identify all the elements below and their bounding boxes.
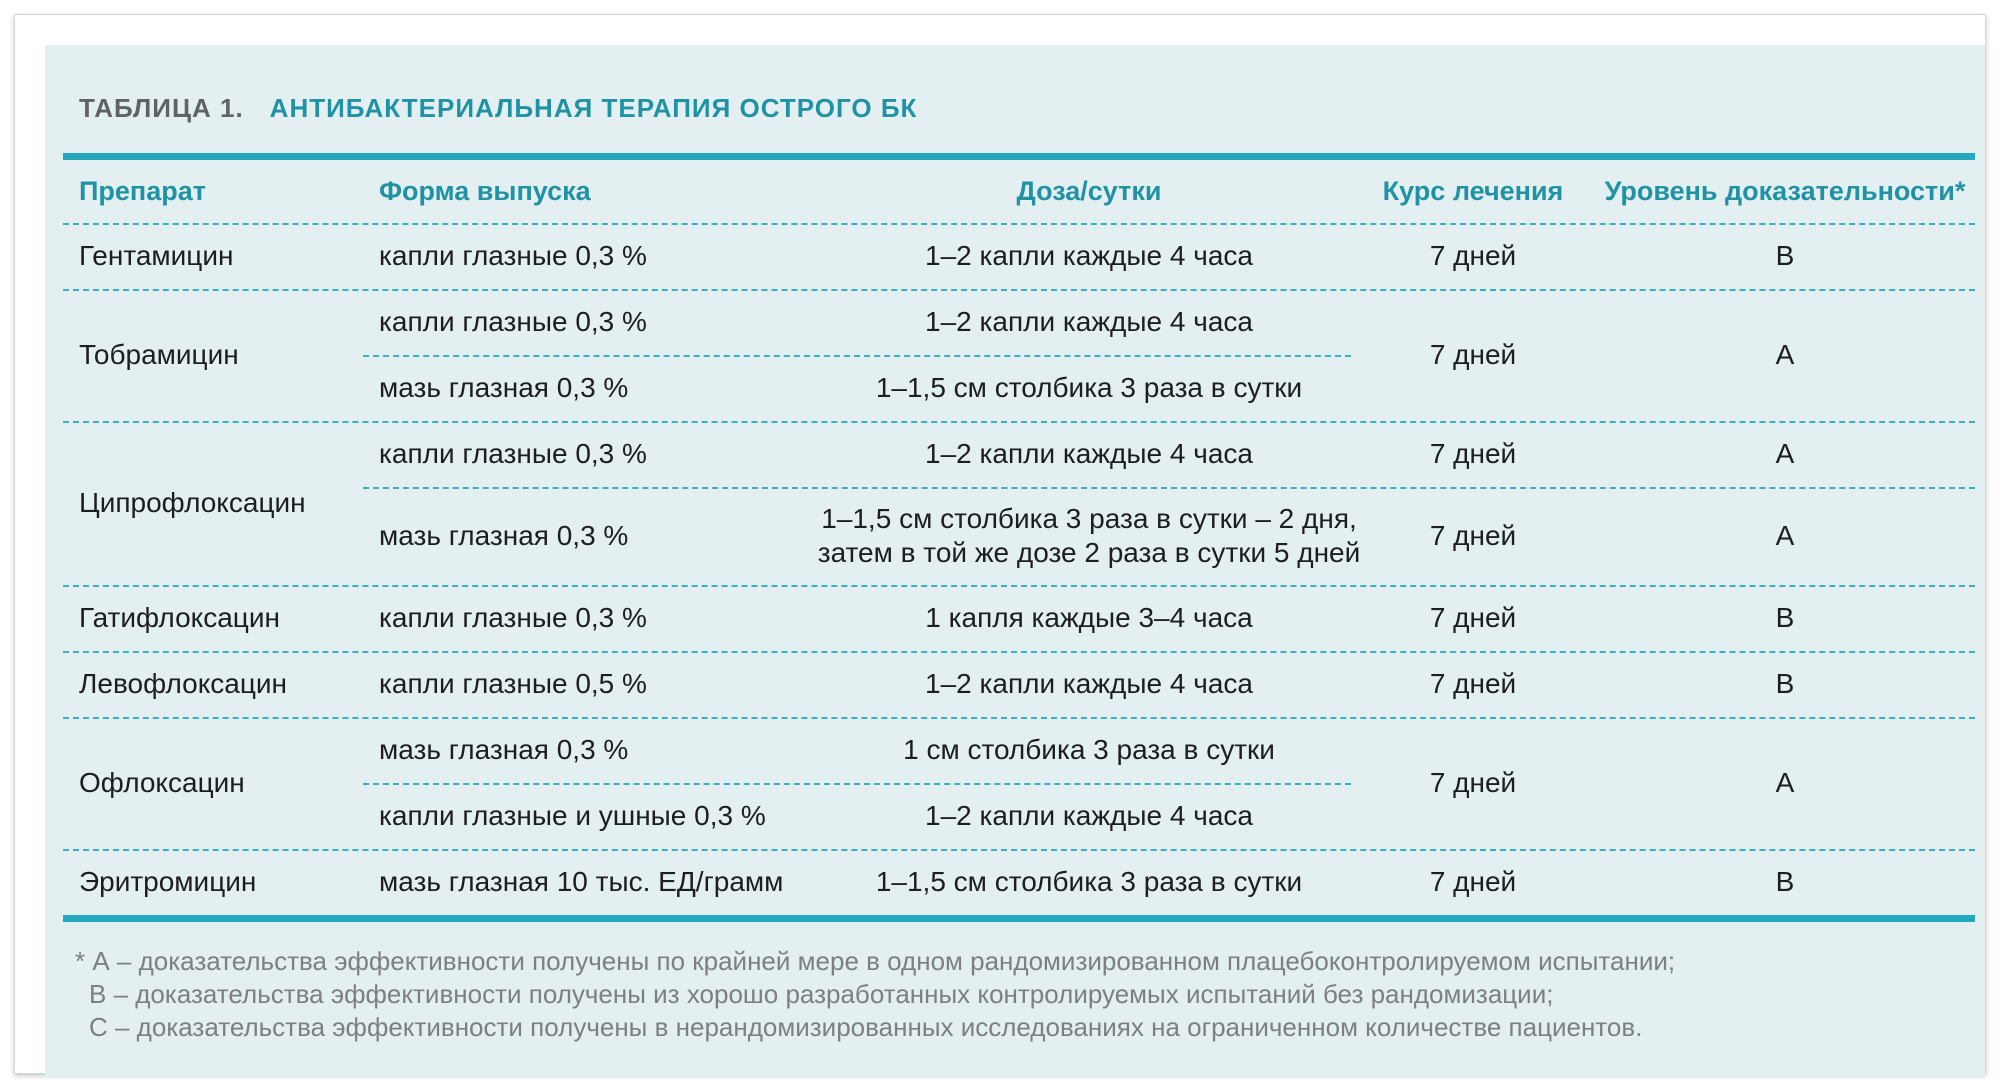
course-cell: 7 дней [1429, 438, 1517, 469]
form-cell: мазь глазная 0,3 % [379, 372, 629, 403]
drug-name: Тобрамицин [79, 339, 239, 370]
evidence-level-cell: A [1775, 520, 1795, 551]
dose-cell: 1 см столбика 3 раза в сутки [903, 734, 1275, 765]
drug-name: Офлоксацин [79, 767, 245, 798]
form-cell: капли глазные 0,3 % [379, 240, 647, 271]
footnotes [75, 945, 1675, 1044]
form-cell: мазь глазная 0,3 % [379, 734, 629, 765]
row-divider [63, 849, 1975, 851]
drug-name: Ципрофлоксацин [79, 487, 306, 518]
drug-name: Эритромицин [79, 866, 257, 897]
subrow-divider [363, 487, 1975, 489]
table-panel [45, 45, 1985, 1077]
dose-cell: 1 капля каждые 3–4 часа [925, 602, 1253, 633]
row-divider [63, 289, 1975, 291]
footnote: * А – доказательства эффективности получены по крайней мере в одном рандомизированном плацебоконтролируемом испытании; [75, 946, 1676, 976]
footnote: С – доказательства эффективности получены в нерандомизированных исследованиях на ограниченном количестве пациентов. [89, 1012, 1643, 1042]
dose-cell: 1–1,5 см столбика 3 раза в сутки [875, 372, 1303, 403]
row-divider [63, 717, 1975, 719]
row-divider [63, 651, 1975, 653]
form-cell: мазь глазная 10 тыс. ЕД/грамм [379, 866, 784, 897]
drug-name: Гатифлоксацин [79, 602, 280, 633]
evidence-level-cell: A [1775, 339, 1795, 370]
course-cell: 7 дней [1429, 866, 1517, 897]
drug-name: Левофлоксацин [79, 668, 288, 699]
row-divider [63, 223, 1975, 225]
dose-cell: 1–2 капли каждые 4 часа [925, 438, 1253, 469]
dose-cell-multiline [818, 502, 1361, 570]
drug-name: Гентамицин [79, 240, 234, 271]
table-top-rule [63, 153, 1975, 160]
form-cell: капли глазные 0,3 % [379, 306, 647, 337]
header-course: Курс лечения [1382, 176, 1564, 206]
evidence-level-cell: B [1775, 240, 1795, 271]
dose-line: затем в той же дозе 2 раза в сутки 5 дней [817, 537, 1361, 568]
header-level: Уровень доказательности* [1604, 176, 1966, 206]
header-dose: Доза/сутки [1016, 176, 1162, 206]
figure-frame [14, 14, 1986, 1074]
row-divider [63, 421, 1975, 423]
evidence-level-cell: A [1775, 767, 1795, 798]
form-cell: капли глазные 0,3 % [379, 438, 647, 469]
course-cell: 7 дней [1429, 339, 1517, 370]
form-cell: капли глазные 0,3 % [379, 602, 647, 633]
course-cell: 7 дней [1429, 240, 1517, 271]
dose-cell: 1–1,5 см столбика 3 раза в сутки [875, 866, 1303, 897]
dose-cell: 1–2 капли каждые 4 часа [925, 306, 1253, 337]
dose-cell: 1–2 капли каждые 4 часа [925, 800, 1253, 831]
evidence-level-cell: A [1775, 438, 1795, 469]
subrow-divider [363, 355, 1351, 357]
table-title [79, 93, 917, 124]
dose-line: 1–1,5 см столбика 3 раза в сутки – 2 дня, [821, 503, 1357, 534]
table-number: ТАБЛИЦА 1. [79, 93, 244, 123]
table-caption: АНТИБАКТЕРИАЛЬНАЯ ТЕРАПИЯ ОСТРОГО БК [269, 93, 918, 123]
course-cell: 7 дней [1429, 602, 1517, 633]
evidence-level-cell: B [1775, 866, 1795, 897]
form-cell: мазь глазная 0,3 % [379, 520, 629, 551]
dose-cell: 1–2 капли каждые 4 часа [925, 668, 1253, 699]
row-divider [63, 585, 1975, 587]
evidence-level-cell: B [1775, 602, 1795, 633]
form-cell: капли глазные и ушные 0,3 % [379, 800, 766, 831]
subrow-divider [363, 783, 1351, 785]
header-drug: Препарат [79, 176, 206, 206]
header-form: Форма выпуска [379, 176, 591, 206]
evidence-level-cell: B [1775, 668, 1795, 699]
footnote: В – доказательства эффективности получены из хорошо разработанных контролируемых испытаний без рандомизации; [89, 979, 1554, 1009]
form-cell: капли глазные 0,5 % [379, 668, 647, 699]
course-cell: 7 дней [1429, 767, 1517, 798]
dose-cell: 1–2 капли каждые 4 часа [925, 240, 1253, 271]
course-cell: 7 дней [1429, 668, 1517, 699]
course-cell: 7 дней [1429, 520, 1517, 551]
table-bottom-rule [63, 915, 1975, 922]
